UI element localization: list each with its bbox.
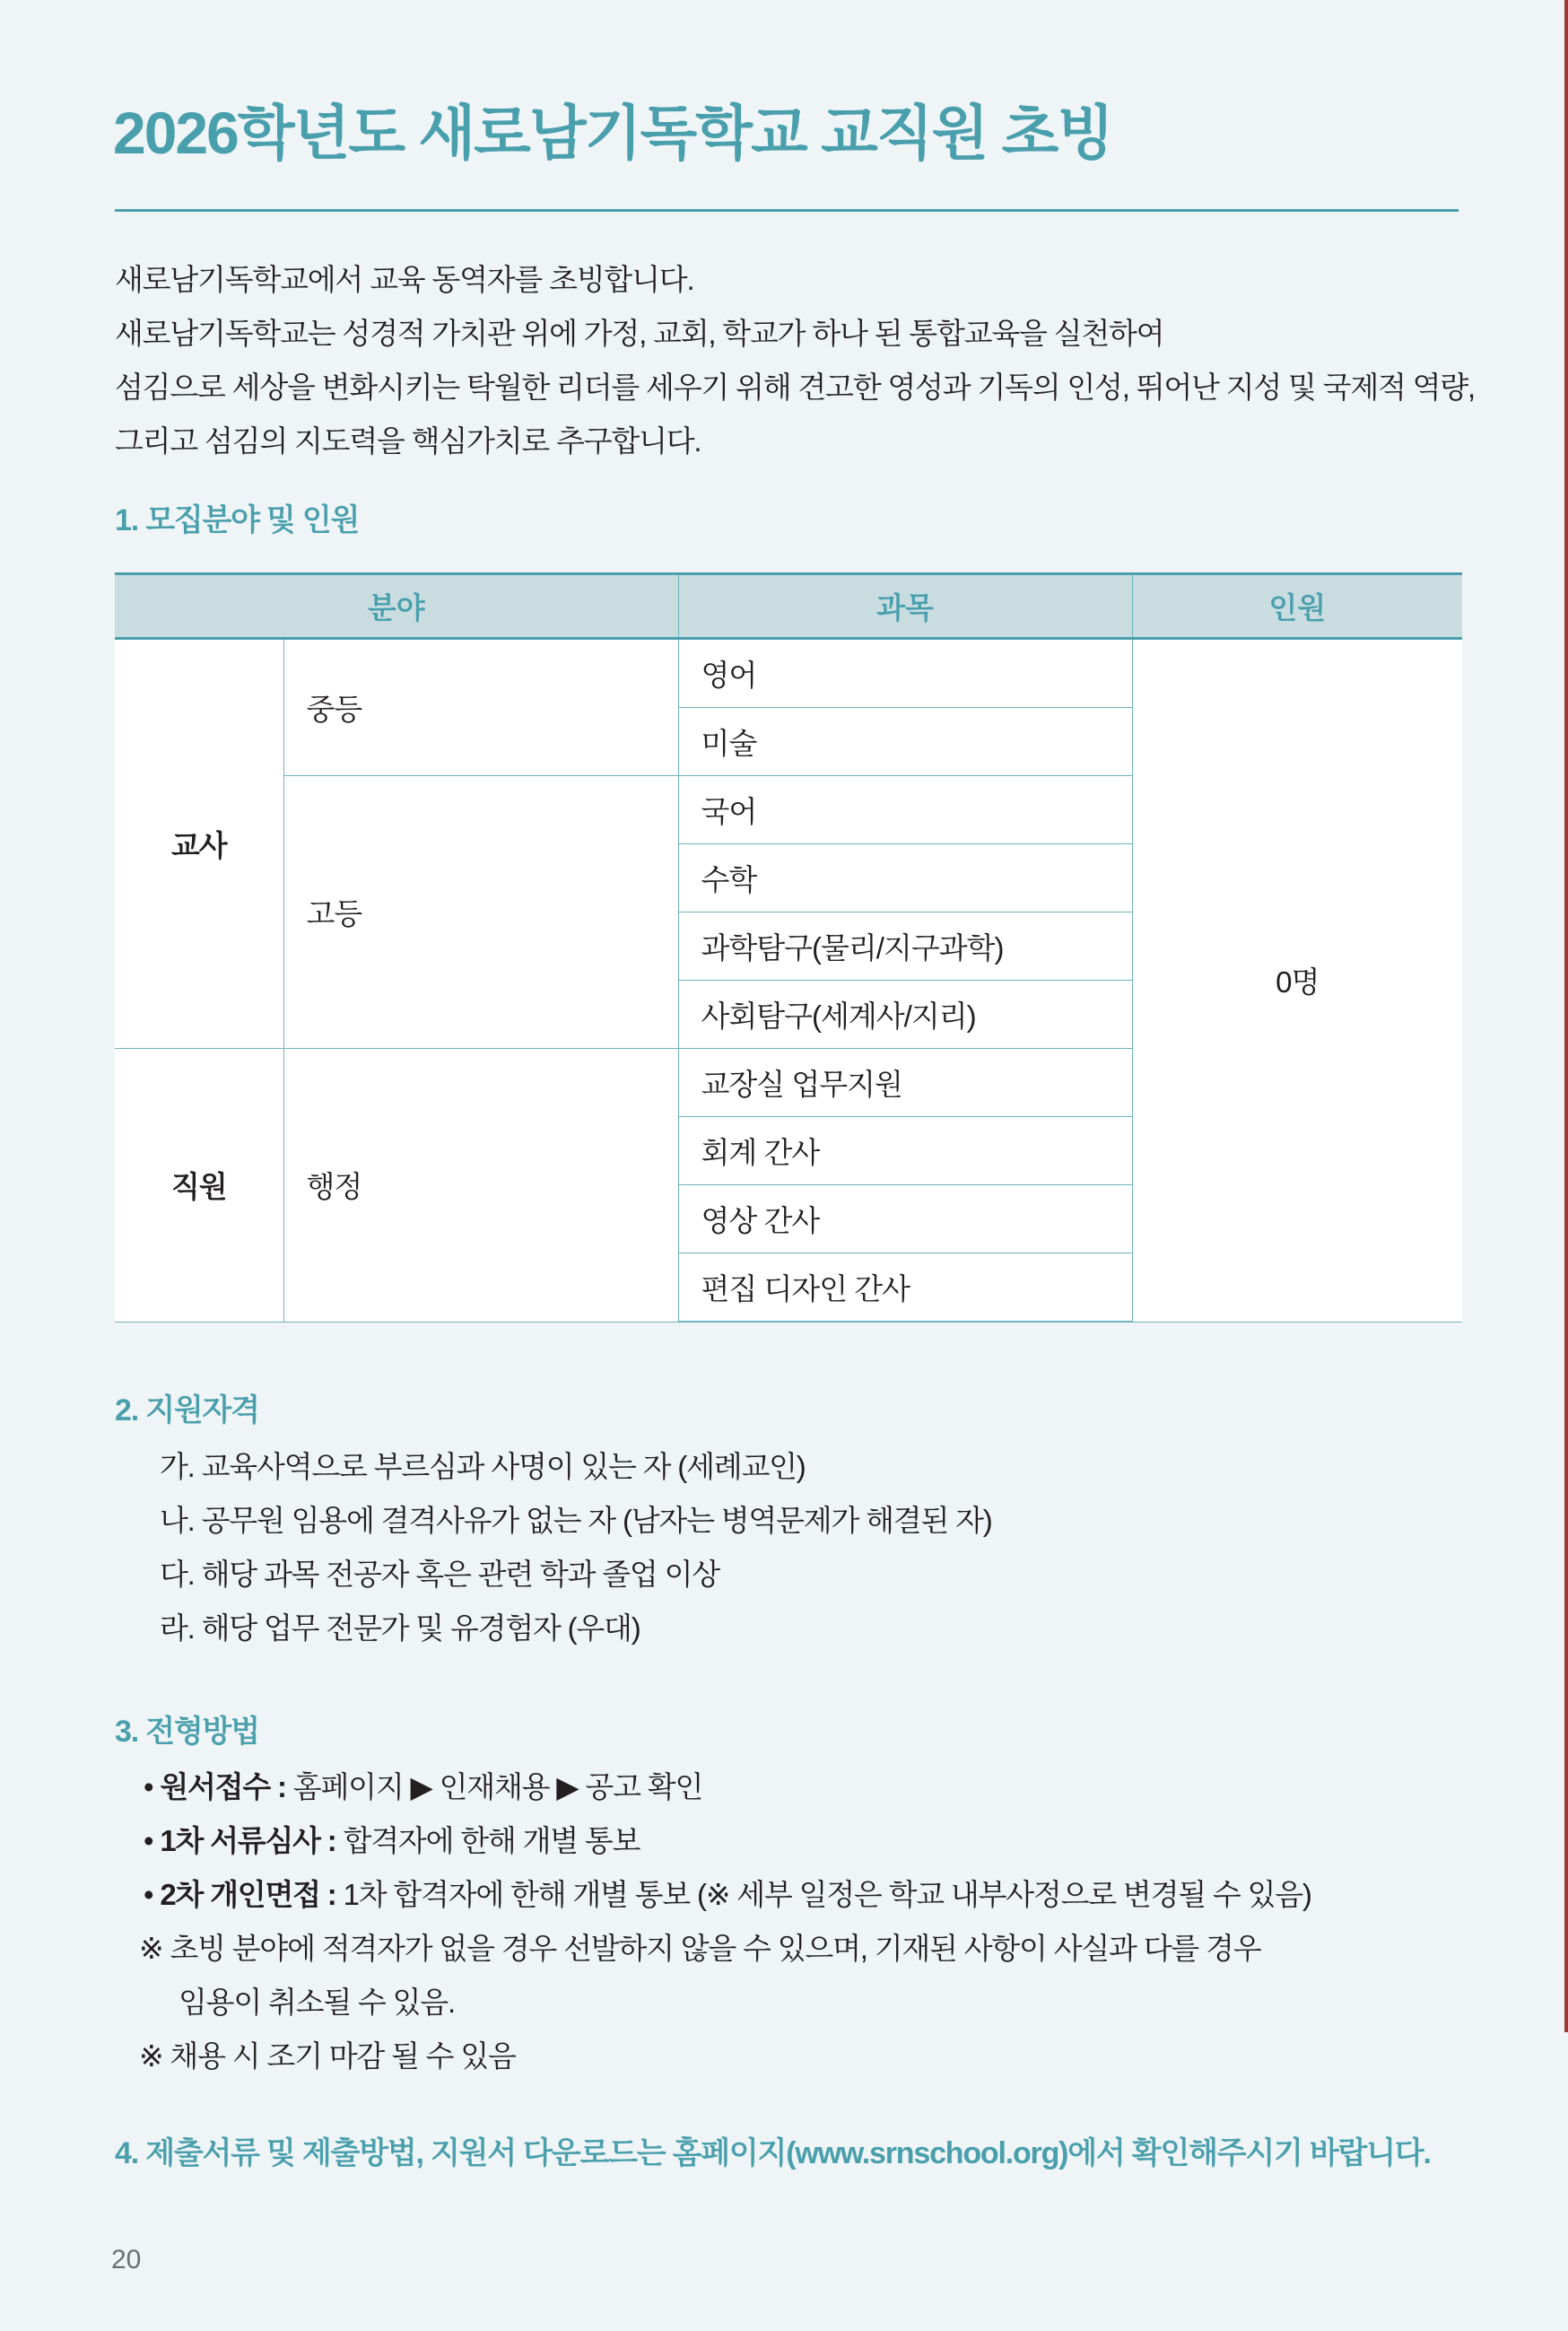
selection-method-list <box>144 1760 1311 1922</box>
subject-cell: 과학탐구(물리/지구과학) <box>678 912 1132 981</box>
intro-line: 새로남기독학교에서 교육 동역자를 초빙합니다. <box>115 263 694 296</box>
qualification-item: 나. 공무원 임용에 결격사유가 없는 자 (남자는 병역문제가 해결된 자) <box>160 1504 992 1537</box>
note-line: 임용이 취소될 수 있음. <box>179 1986 455 2019</box>
subject-cell: 미술 <box>678 708 1132 776</box>
section1-heading: 1. 모집분야 및 인원 <box>115 503 360 537</box>
page-number: 20 <box>111 2245 142 2274</box>
section2-heading: 2. 지원자격 <box>115 1393 259 1427</box>
subject-cell: 영어 <box>678 639 1132 708</box>
header-field: 분야 <box>115 574 678 639</box>
page-title: 2026학년도 새로남기독학교 교직원 초빙 <box>113 100 1113 166</box>
section3-heading: 3. 전형방법 <box>115 1715 259 1749</box>
note-line: ※ 채용 시 조기 마감 될 수 있음 <box>139 2039 516 2073</box>
method-label: 2차 개인면접 : <box>160 1878 336 1911</box>
category-cell: 교사 <box>115 639 283 1049</box>
division-cell: 고등 <box>283 776 678 1049</box>
subject-cell: 사회탐구(세계사/지리) <box>678 981 1132 1049</box>
method-text: 합격자에 한해 개별 통보 <box>335 1824 640 1857</box>
method-item <box>144 1868 1311 1922</box>
category-cell: 직원 <box>115 1049 283 1323</box>
qualification-item: 가. 교육사역으로 부르심과 사명이 있는 자 (세례교인) <box>160 1450 806 1483</box>
bullet-icon: • <box>144 1770 153 1803</box>
subject-cell: 영상 간사 <box>678 1185 1132 1253</box>
page-edge-strip <box>1564 0 1568 2032</box>
subject-cell: 국어 <box>678 776 1132 844</box>
method-item <box>144 1814 1311 1868</box>
recruitment-table <box>115 572 1462 1323</box>
method-item <box>144 1760 1311 1814</box>
subject-cell: 수학 <box>678 844 1132 912</box>
intro-paragraph <box>115 253 1514 468</box>
qualification-item: 라. 해당 업무 전문가 및 유경험자 (우대) <box>160 1611 640 1645</box>
subject-cell: 회계 간사 <box>678 1117 1132 1185</box>
bullet-icon: • <box>144 1878 153 1911</box>
method-label: 원서접수 : <box>160 1770 286 1803</box>
division-cell: 중등 <box>283 639 678 776</box>
method-text: 1차 합격자에 한해 개별 통보 (※ 세부 일정은 학교 내부사정으로 변경될 수 있음) <box>335 1878 1311 1911</box>
intro-line: 새로남기독학교는 성경적 가치관 위에 가정, 교회, 학교가 하나 된 통합교육을 실천하여 <box>115 317 1164 350</box>
header-subject: 과목 <box>678 574 1132 639</box>
subject-cell: 편집 디자인 간사 <box>678 1253 1132 1323</box>
count-cell: 0명 <box>1132 639 1462 1323</box>
title-divider <box>115 209 1459 212</box>
note-line: ※ 초빙 분야에 적격자가 없을 경우 선발하지 않을 수 있으며, 기재된 사항이 사실과 다를 경우 <box>139 1932 1261 1965</box>
intro-line: 섬김으로 세상을 변화시키는 탁월한 리더를 세우기 위해 견고한 영성과 기독의 인성, 뛰어난 지성 및 국제적 역량, <box>115 371 1475 404</box>
method-text: 홈페이지 ▶ 인재채용 ▶ 공고 확인 <box>285 1770 703 1803</box>
bullet-icon: • <box>144 1824 153 1857</box>
qualification-list <box>160 1440 992 1655</box>
qualification-item: 다. 해당 과목 전공자 혹은 관련 학과 졸업 이상 <box>160 1558 719 1591</box>
division-cell: 행정 <box>283 1049 678 1323</box>
section4-heading: 4. 제출서류 및 제출방법, 지원서 다운로드는 홈페이지(www.srnschool.org)에서 확인해주시기 바랍니다. <box>115 2136 1431 2170</box>
table-row <box>115 639 1462 708</box>
intro-line: 그리고 섬김의 지도력을 핵심가치로 추구합니다. <box>115 424 701 458</box>
notes <box>139 1922 1260 2083</box>
table-header-row <box>115 574 1462 639</box>
subject-cell: 교장실 업무지원 <box>678 1049 1132 1117</box>
header-count: 인원 <box>1132 574 1462 639</box>
method-label: 1차 서류심사 : <box>160 1824 336 1857</box>
